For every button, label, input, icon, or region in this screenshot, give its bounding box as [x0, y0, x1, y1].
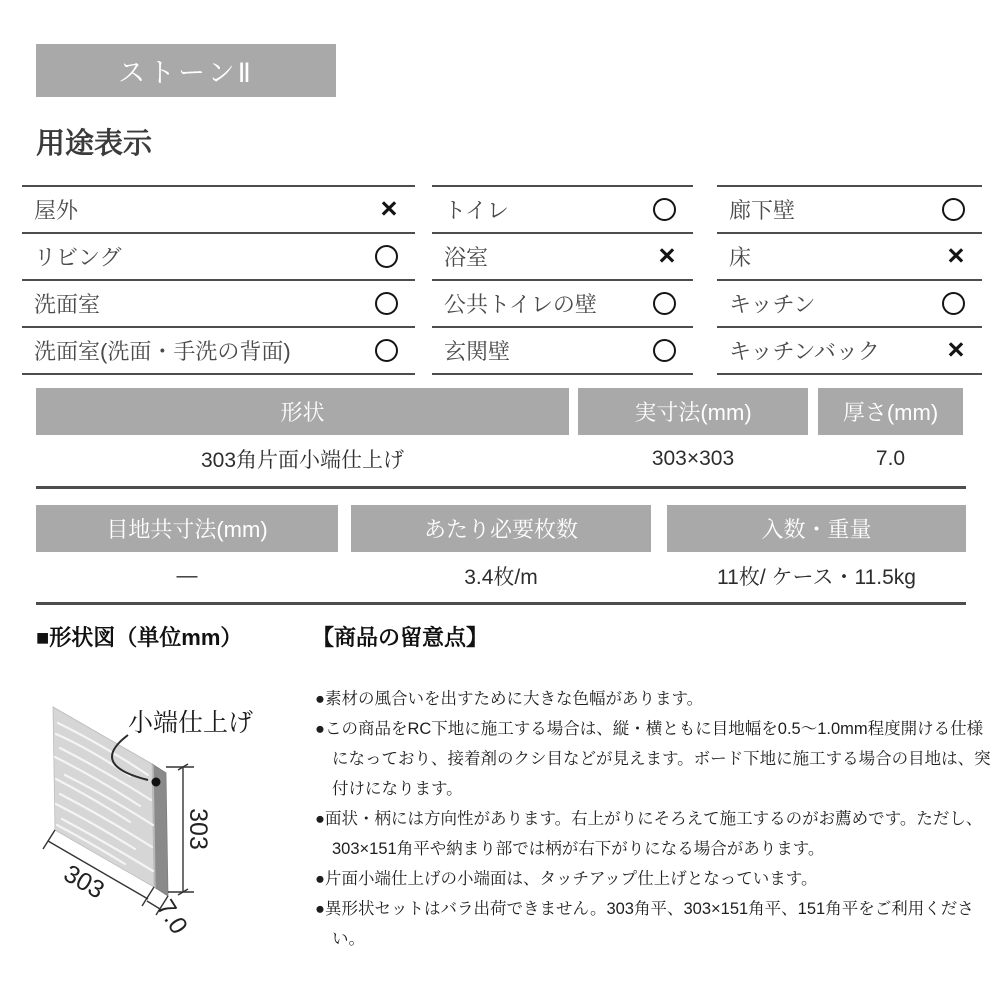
- product-title-band: [36, 44, 336, 97]
- width-dim-label: 303: [58, 859, 110, 905]
- usage-table-3: [717, 185, 982, 375]
- height-dim-label: 303: [184, 808, 212, 850]
- usage-label: トイレ: [444, 198, 509, 223]
- usage-row: [717, 279, 982, 326]
- usage-row: [717, 326, 982, 375]
- spec2-value-joint: ―: [176, 563, 198, 587]
- note-item: ●素材の風合いを出すために大きな色幅があります。: [315, 690, 704, 708]
- spec2-header-weight: 入数・重量: [667, 505, 966, 552]
- usage-mark: [942, 292, 965, 315]
- callout-dot: [152, 778, 161, 787]
- usage-row: [22, 326, 415, 375]
- usage-label: キッチン: [729, 292, 816, 317]
- product-name: ストーンⅡ: [118, 58, 254, 88]
- notes-list: [315, 684, 995, 954]
- usage-mark: [375, 339, 398, 362]
- divider-rule: [36, 486, 966, 489]
- notes-section-title: 【商品の留意点】: [312, 625, 489, 650]
- usage-label: 玄関壁: [444, 339, 511, 364]
- usage-label: 浴室: [444, 245, 489, 270]
- usage-row: [432, 232, 693, 279]
- divider-rule: [36, 602, 966, 605]
- usage-mark: ×: [947, 334, 965, 366]
- spec2-value-pieces: 3.4枚/m: [464, 565, 538, 589]
- usage-section-title: 用途表示: [36, 128, 153, 160]
- note-item: ●片面小端仕上げの小端面は、タッチアップ仕上げとなっています。: [315, 870, 818, 888]
- usage-label: 洗面室: [34, 292, 101, 317]
- spec1-value-thickness: 7.0: [875, 446, 906, 470]
- usage-mark: [375, 292, 398, 315]
- thickness-dim-label: 7.0: [150, 894, 194, 940]
- usage-row: [717, 185, 982, 232]
- usage-row: [22, 185, 415, 232]
- spec1-header-shape: 形状: [36, 388, 569, 435]
- usage-mark: [942, 198, 965, 221]
- usage-mark: ×: [380, 193, 398, 225]
- usage-mark: ×: [658, 240, 676, 272]
- spec2-header-joint: 目地共寸法(mm): [36, 505, 338, 552]
- spec2-header-pieces: あたり必要枚数: [351, 505, 651, 552]
- usage-table-2: [432, 185, 693, 375]
- note-item: ●異形状セットはバラ出荷できません。303角平、303×151角平、151角平をご利用ください。: [315, 900, 974, 948]
- usage-label: キッチンバック: [729, 339, 880, 364]
- usage-mark: [653, 292, 676, 315]
- usage-label: 公共トイレの壁: [444, 292, 597, 317]
- note-item: ●この商品をRC下地に施工する場合は、縦・横ともに目地幅を0.5〜1.0mm程度開ける仕様になっており、接着剤のクシ目などが見えます。ボード下地に施工する場合の目地は、突付けになります。: [315, 720, 991, 798]
- usage-label: 屋外: [34, 198, 79, 223]
- edge-finish-label: 小端仕上げ: [128, 709, 254, 737]
- note-item: ●面状・柄には方向性があります。右上がりにそろえて施工するのがお薦めです。ただし、303×151角平や納まり部では柄が右下がりになる場合があります。: [315, 810, 983, 858]
- usage-mark: [653, 339, 676, 362]
- usage-mark: [653, 198, 676, 221]
- usage-row: [432, 279, 693, 326]
- usage-row: [22, 232, 415, 279]
- usage-label: 洗面室(洗面・手洗の背面): [34, 339, 291, 364]
- usage-label: 床: [729, 245, 752, 270]
- shape-section-title: ■形状図（単位mm）: [36, 625, 243, 650]
- usage-row: [432, 326, 693, 375]
- usage-mark: [375, 245, 398, 268]
- usage-row: [432, 185, 693, 232]
- usage-table-1: [22, 185, 415, 375]
- usage-row: [22, 279, 415, 326]
- spec1-header-size: 実寸法(mm): [578, 388, 808, 435]
- tile-shape-diagram: [20, 685, 320, 975]
- usage-label: 廊下壁: [729, 198, 796, 223]
- spec1-value-size: 303×303: [651, 446, 735, 470]
- spec1-header-thickness: 厚さ(mm): [818, 388, 963, 435]
- usage-mark: ×: [947, 240, 965, 272]
- spec1-value-shape: 303角片面小端仕上げ: [200, 448, 405, 472]
- spec2-value-weight: 11枚/ ケース・11.5kg: [717, 565, 916, 589]
- usage-row: [717, 232, 982, 279]
- usage-label: リビング: [34, 245, 122, 270]
